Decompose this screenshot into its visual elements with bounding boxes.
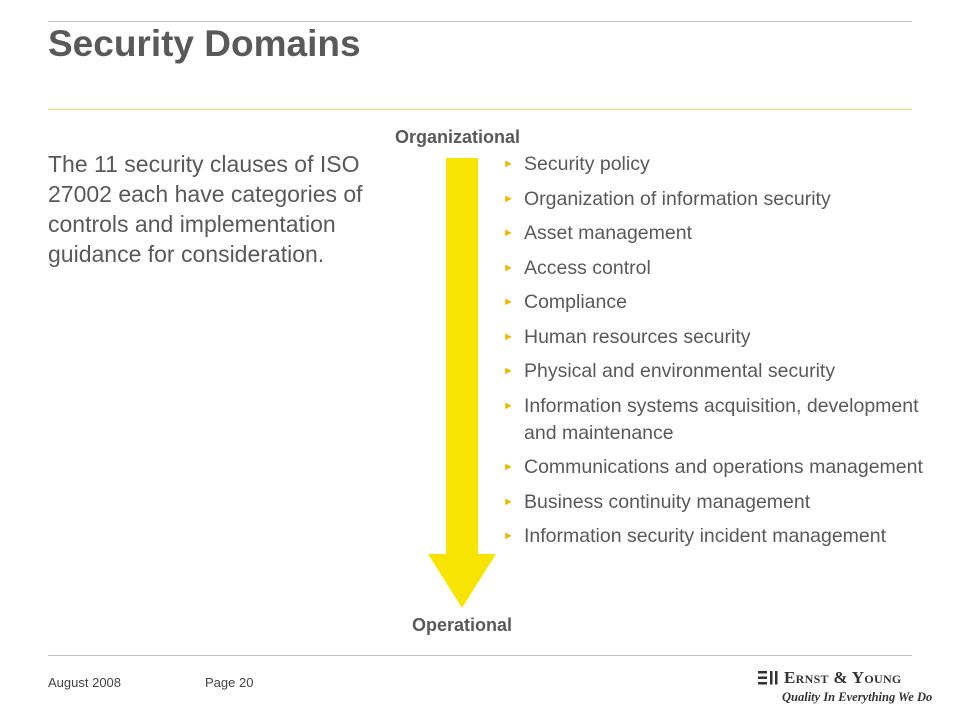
bullet-triangle-icon: ► — [503, 227, 514, 239]
down-arrow-shape — [428, 158, 496, 608]
intro-paragraph: The 11 security clauses of ISO 27002 each have categories of controls and implementation guidance for consideration. — [48, 151, 363, 267]
bullet-triangle-icon: ► — [503, 365, 514, 377]
clause-item — [502, 289, 932, 316]
clause-item — [502, 523, 932, 550]
clause-label: Business continuity management — [524, 490, 811, 513]
bullet-triangle-icon: ► — [503, 158, 514, 170]
clause-label: Information systems acquisition, development and maintenance — [524, 394, 919, 444]
logo-wordmark: Ernst & Young — [784, 668, 902, 687]
bullet-triangle-icon: ► — [503, 192, 514, 205]
clause-label: Physical and environmental security — [524, 360, 836, 382]
clause-item — [502, 220, 932, 247]
clause-item — [502, 151, 932, 178]
footer-page-number: Page 20 — [205, 675, 254, 690]
clause-label: Asset management — [524, 222, 693, 244]
clause-item — [502, 324, 932, 351]
slide-title: Security Domains — [48, 23, 361, 64]
title-underline-rule — [48, 109, 912, 110]
clause-label: Organization of information security — [524, 187, 831, 210]
clause-item — [502, 454, 932, 481]
bullet-triangle-icon: ► — [503, 530, 514, 542]
clause-label: Communications and operations management — [524, 456, 923, 478]
footer-rule — [48, 655, 912, 656]
clause-item — [502, 186, 932, 213]
axis-label-organizational: Organizational — [395, 127, 521, 147]
clause-item — [502, 489, 932, 516]
clause-label: Information security incident management — [524, 525, 887, 547]
clause-label: Human resources security — [524, 325, 751, 348]
axis-label-operational: Operational — [412, 615, 513, 635]
ey-logo-mark-icon — [758, 670, 780, 686]
bullet-triangle-icon: ► — [503, 296, 514, 308]
bullet-triangle-icon: ► — [503, 399, 514, 412]
bullet-triangle-icon: ► — [503, 495, 514, 508]
logo-tagline: Quality In Everything We Do — [782, 690, 933, 704]
bullet-triangle-icon: ► — [503, 261, 514, 274]
clause-item — [502, 393, 932, 447]
bullet-triangle-icon: ► — [503, 461, 514, 473]
clause-item — [502, 358, 932, 385]
clause-label: Access control — [524, 256, 651, 279]
clause-label: Compliance — [524, 291, 627, 313]
clause-label: Security policy — [524, 153, 650, 175]
security-clause-list — [502, 151, 932, 558]
clause-item — [502, 255, 932, 282]
down-arrow-icon — [428, 158, 496, 610]
bullet-triangle-icon: ► — [503, 330, 514, 343]
footer-date: August 2008 — [48, 675, 122, 690]
ernst-young-logo — [756, 668, 933, 708]
